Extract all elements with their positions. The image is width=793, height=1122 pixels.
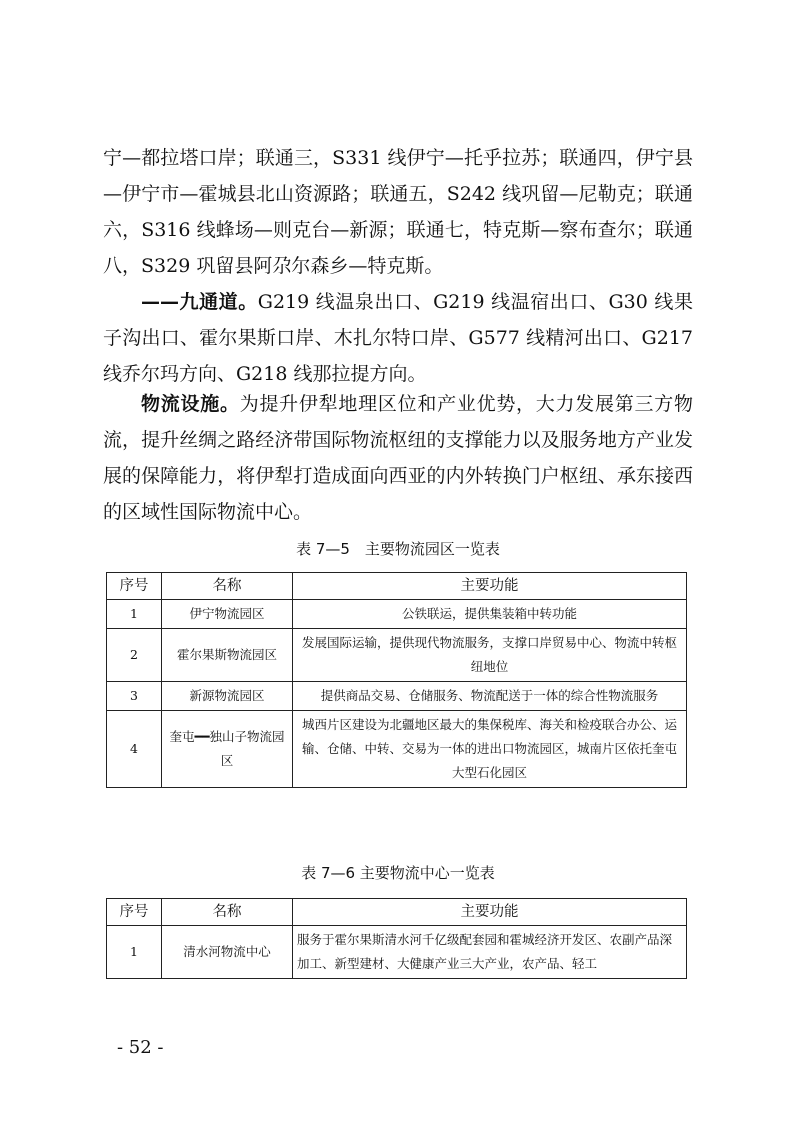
- row-function: 发展国际运输，提供现代物流服务，支撑口岸贸易中心、物流中转枢纽地位: [293, 629, 687, 682]
- row-number: 3: [107, 682, 162, 711]
- paragraph-lead: ——九通道。: [141, 291, 258, 313]
- table-header-row: [107, 899, 687, 926]
- logistics-center-table: [106, 898, 687, 979]
- column-header: 名称: [162, 573, 293, 600]
- logistics-park-table: [106, 572, 687, 788]
- table-row: [107, 600, 687, 629]
- table-row: [107, 629, 687, 682]
- paragraph-body: 为提升伊犁地理区位和产业优势，大力发展第三方物流，提升丝绸之路经济带国际物流枢纽的支撑能力以及服务地方产业发展的保障能力，将伊犁打造成面向西亚的内外转换门户枢纽、承东接西的区域性国际物流中心。: [103, 393, 693, 523]
- row-name: 奎屯━━独山子物流园区: [162, 711, 293, 788]
- row-name: 新源物流园区: [162, 682, 293, 711]
- row-number: 2: [107, 629, 162, 682]
- row-number: 4: [107, 711, 162, 788]
- column-header: 名称: [162, 899, 293, 926]
- paragraph-logistics: [103, 386, 693, 530]
- column-header: 序号: [107, 899, 162, 926]
- column-header: 序号: [107, 573, 162, 600]
- paragraph-nine-channels: [103, 284, 693, 392]
- paragraph-body: G219 线温泉出口、G219 线温宿出口、G30 线果子沟出口、霍尔果斯口岸、木扎尔特口岸、G577 线精河出口、G217 线乔尔玛方向、G218 线那拉提方向。: [103, 291, 693, 385]
- row-function: 城西片区建设为北疆地区最大的集保税库、海关和检疫联合办公、运输、仓储、中转、交易为一体的进出口物流园区，城南片区依托奎屯大型石化园区: [293, 711, 687, 788]
- table-row: [107, 682, 687, 711]
- table-header-row: [107, 573, 687, 600]
- row-function: 服务于霍尔果斯清水河千亿级配套园和霍城经济开发区、农副产品深加工、新型建材、大健康产业三大产业，农产品、轻工: [293, 926, 687, 979]
- row-number: 1: [107, 600, 162, 629]
- row-name: 伊宁物流园区: [162, 600, 293, 629]
- page-number: - 52 -: [117, 1037, 164, 1058]
- table-row: [107, 926, 687, 979]
- column-header: 主要功能: [293, 899, 687, 926]
- paragraph-lead: 物流设施。: [141, 393, 240, 415]
- row-function: 提供商品交易、仓储服务、物流配送于一体的综合性物流服务: [293, 682, 687, 711]
- table-caption: 表 7—5 主要物流园区一览表: [296, 540, 500, 558]
- column-header: 主要功能: [293, 573, 687, 600]
- row-name: 霍尔果斯物流园区: [162, 629, 293, 682]
- paragraph-routes: 宁—都拉塔口岸；联通三，S331 线伊宁—托乎拉苏；联通四，伊宁县—伊宁市—霍城县北山资源路；联通五，S242 线巩留—尼勒克；联通六，S316 线蜂场—则克台—新源；联通七，特克斯—察布查尔；联通八，S329 巩留县阿尕尔森乡—特克斯。: [103, 147, 693, 277]
- table-row: [107, 711, 687, 788]
- row-number: 1: [107, 926, 162, 979]
- row-name: 清水河物流中心: [162, 926, 293, 979]
- row-function: 公铁联运，提供集装箱中转功能: [293, 600, 687, 629]
- table-caption: 表 7—6 主要物流中心一览表: [301, 864, 495, 882]
